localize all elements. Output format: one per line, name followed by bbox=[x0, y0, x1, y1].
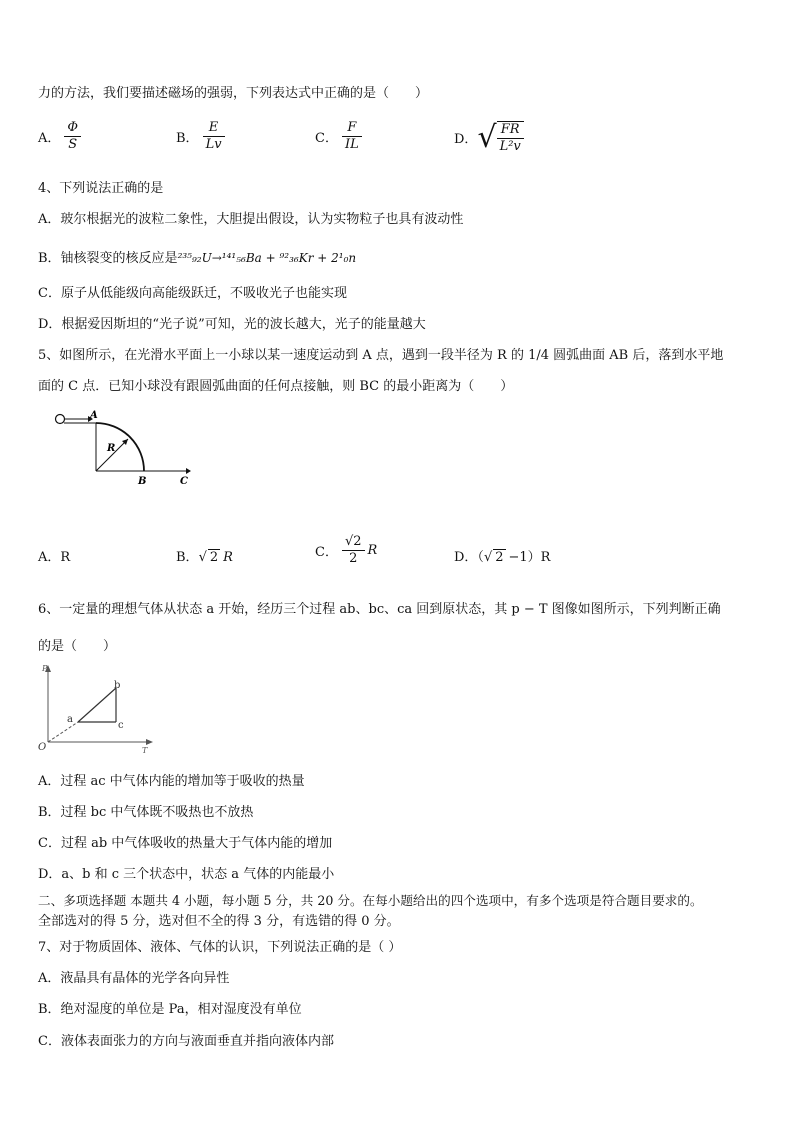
q3-option-d-radical-sign: √ bbox=[477, 120, 497, 155]
q5-option-b-label: B． bbox=[176, 550, 199, 565]
q3-option-c-label: C． bbox=[315, 131, 338, 146]
q5-option-c bbox=[315, 534, 377, 567]
q5-option-c-numerator: √2 bbox=[344, 534, 362, 549]
q5-option-d bbox=[454, 546, 550, 565]
q3-option-d-denominator: L²v bbox=[497, 138, 524, 155]
q3-option-c-fraction bbox=[342, 120, 362, 153]
q5-label-c: C bbox=[180, 476, 188, 487]
q5-ball bbox=[56, 415, 65, 424]
q4-stem: 4、下列说法正确的是 bbox=[38, 181, 164, 196]
q4-option-d: D．根据爱因斯坦的“光子说”可知，光的波长越大，光子的能量越大 bbox=[38, 317, 426, 332]
q5-stem-line2: 面的 C 点．已知小球没有跟圆弧曲面的任何点接触，则 BC 的最小距离为（ ） bbox=[38, 379, 514, 394]
q3-option-d-label: D． bbox=[454, 132, 478, 147]
q3-option-b-label: B． bbox=[176, 131, 199, 146]
q3-option-c-numerator: F bbox=[347, 120, 357, 135]
q7-stem: 7、对于物质固体、液体、气体的认识，下列说法正确的是（ ） bbox=[38, 940, 402, 955]
q3-option-d-fraction bbox=[497, 121, 524, 155]
q6-dashed-extension bbox=[48, 722, 78, 742]
q6-state-b-label: b bbox=[114, 680, 121, 691]
q3-option-a-denominator: S bbox=[64, 136, 81, 153]
q6-axis-label-p: P bbox=[42, 664, 48, 673]
q3-option-b-fraction bbox=[203, 120, 225, 153]
q4-option-c: C．原子从低能级向高能级跃迁，不吸收光子也能实现 bbox=[38, 286, 347, 301]
q3-option-a-fraction bbox=[64, 120, 81, 153]
q3-option-c-denominator: IL bbox=[342, 136, 362, 153]
q6-state-a-label: a bbox=[67, 714, 73, 725]
q6-axis-label-t: T bbox=[142, 746, 148, 754]
q3-option-a-numerator: Φ bbox=[67, 120, 79, 135]
q5-option-c-fraction bbox=[342, 534, 365, 567]
q7-option-c: C．液体表面张力的方向与液面垂直并指向液体内部 bbox=[38, 1034, 334, 1049]
q5-option-c-unit: R bbox=[367, 543, 378, 558]
q6-pt-graph bbox=[36, 662, 156, 754]
q6-t-axis-arrowhead bbox=[146, 739, 153, 745]
q5-option-c-label: C． bbox=[315, 545, 338, 560]
q6-option-c: C．过程 ab 中气体吸收的热量大于气体内能的增加 bbox=[38, 836, 333, 851]
q5-label-a: A bbox=[90, 410, 98, 421]
q3-option-b-numerator: E bbox=[208, 120, 219, 135]
q5-option-b-radicand: 2 bbox=[209, 550, 219, 565]
q5-label-b: B bbox=[138, 476, 147, 487]
q5-option-c-denominator: 2 bbox=[342, 550, 365, 567]
q5-option-b-unit: R bbox=[223, 550, 233, 565]
q5-option-d-label: D．（ bbox=[454, 550, 484, 565]
q6-option-a: A．过程 ac 中气体内能的增加等于吸收的热量 bbox=[38, 774, 305, 789]
q5-label-r: R bbox=[107, 443, 116, 454]
q4-option-a: A．玻尔根据光的波粒二象性，大胆提出假设，认为实物粒子也具有波动性 bbox=[38, 212, 464, 227]
q7-option-a: A．液晶具有晶体的光学各向异性 bbox=[38, 971, 230, 986]
q3-option-b-denominator: Lv bbox=[203, 136, 225, 153]
q3-option-d-numerator: FR bbox=[500, 121, 520, 137]
q6-option-b: B．过程 bc 中气体既不吸热也不放热 bbox=[38, 805, 254, 820]
q3-option-c bbox=[315, 120, 362, 153]
q4-option-b-formula: ²³⁵₉₂U→¹⁴¹₅₆Ba + ⁹²₃₆Kr + 2¹₀n bbox=[177, 251, 357, 265]
q5-option-d-radicand: 2 bbox=[495, 550, 504, 565]
q5-ground-arrowhead bbox=[186, 468, 191, 474]
q6-origin-label: O bbox=[38, 742, 47, 753]
q7-option-b: B．绝对湿度的单位是 Pa，相对湿度没有单位 bbox=[38, 1002, 302, 1017]
q4-option-b bbox=[38, 247, 356, 266]
q5-option-d-radical: √ bbox=[483, 550, 493, 565]
q6-process-ab bbox=[78, 688, 116, 722]
q5-figure bbox=[50, 405, 200, 490]
q3-option-d bbox=[454, 120, 524, 155]
section2-heading-line2: 全部选对的得 5 分，选对但不全的得 3 分，有选错的得 0 分。 bbox=[38, 914, 400, 929]
q6-stem-line2: 的是（ ） bbox=[38, 639, 117, 654]
q5-option-d-rest: −1）R bbox=[508, 550, 551, 565]
q6-state-c-label: c bbox=[118, 720, 124, 731]
q5-option-b-radical: √ bbox=[198, 550, 207, 565]
q4-option-b-prefix: B．铀核裂变的核反应是 bbox=[38, 251, 178, 266]
section2-heading-line1: 二、多项选择题 本题共 4 小题，每小题 5 分，共 20 分。在每小题给出的四个选项中，有多个选项是符合题目要求的。 bbox=[38, 893, 703, 908]
q3-stem: 力的方法，我们要描述磁场的强弱，下列表达式中正确的是（ ） bbox=[38, 86, 429, 101]
q6-option-d: D．a、b 和 c 三个状态中，状态 a 气体的内能最小 bbox=[38, 867, 335, 882]
q6-stem-line1: 6、一定量的理想气体从状态 a 开始，经历三个过程 ab、bc、ca 回到原状态，其 p − T 图像如图所示，下列判断正确 bbox=[38, 602, 721, 617]
q3-option-b bbox=[176, 120, 225, 153]
q5-option-b bbox=[176, 546, 233, 565]
q3-option-a bbox=[38, 120, 81, 153]
q5-option-a: A．R bbox=[38, 550, 71, 565]
q5-stem-line1: 5、如图所示，在光滑水平面上一小球以某一速度运动到 A 点，遇到一段半径为 R 的 1/4 圆弧曲面 AB 后，落到水平地 bbox=[38, 348, 724, 363]
q3-option-a-label: A． bbox=[38, 131, 61, 146]
